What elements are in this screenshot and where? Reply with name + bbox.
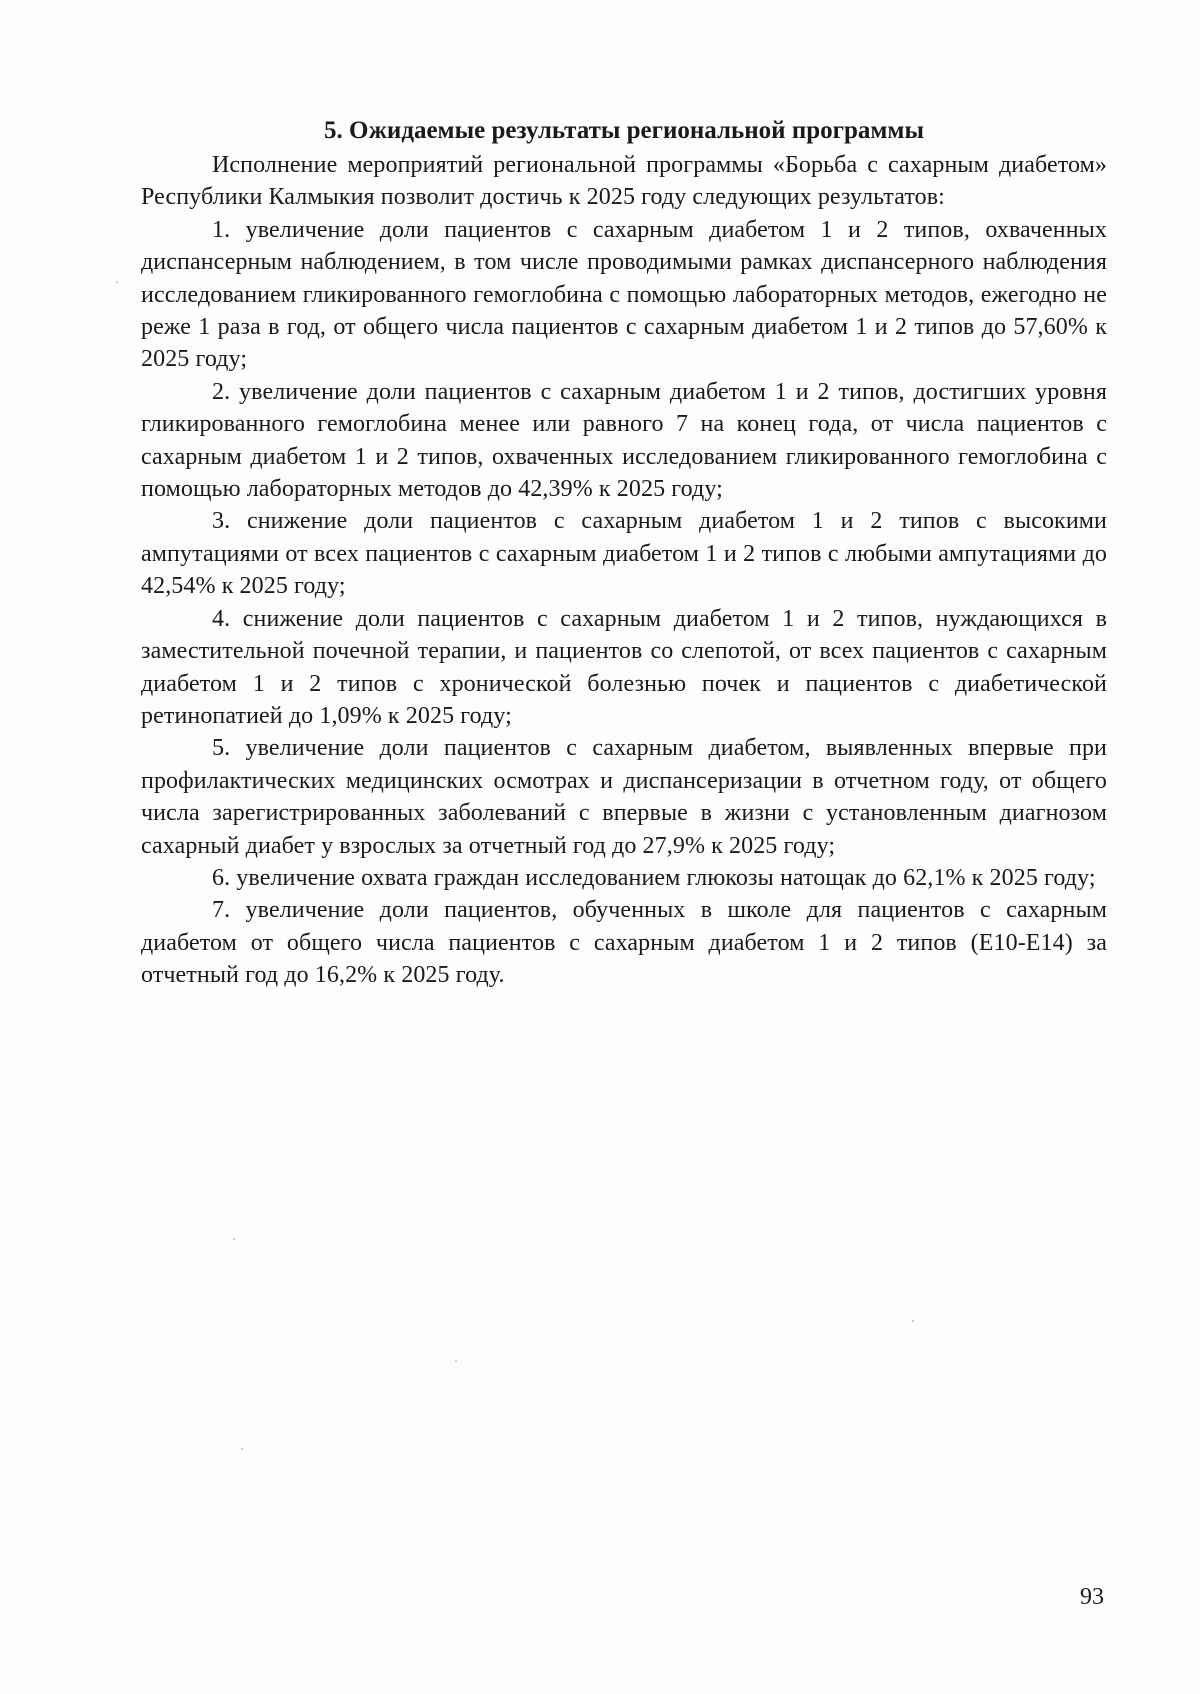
scan-speck — [912, 1320, 914, 1322]
page-number: 93 — [1080, 1584, 1104, 1610]
intro-paragraph: Исполнение мероприятий региональной программы «Борьба с сахарным диабетом» Республики Калмыкия позволит достичь к 2025 году следующих результатов: — [141, 152, 1107, 211]
result-item: 1. увеличение доли пациентов с сахарным диабетом 1 и 2 типов, охваченных диспансерным наблюдением, в том числе проводимыми рамках диспансерного наблюдения исследованием гликированного гемоглобина с помощью лабораторных методов, ежегодно не реже 1 раза в год, от общего числа пациентов с сахарным диабетом 1 и 2 типов до 57,60% к 2025 году; — [141, 216, 1107, 373]
result-item: 4. снижение доли пациентов с сахарным диабетом 1 и 2 типов, нуждающихся в заместительной почечной терапии, и пациентов со слепотой, от всех пациентов с сахарным диабетом 1 и 2 типов с хронической болезнью почек и пациентов с диабетической ретинопатией до 1,09% к 2025 году; — [141, 605, 1107, 729]
scan-speck — [233, 1238, 235, 1240]
scan-speck — [241, 1448, 243, 1450]
section-heading: 5. Ожидаемые результаты региональной программы — [324, 117, 924, 144]
result-item: 5. увеличение доли пациентов с сахарным диабетом, выявленных впервые при профилактических медицинских осмотрах и диспансеризации в отчетном году, от общего числа зарегистрированных заболеваний с впервые в жизни с установленным диагнозом сахарный диабет у взрослых за отчетный год до 27,9% к 2025 году; — [141, 735, 1107, 859]
result-item: 7. увеличение доли пациентов, обученных в школе для пациентов с сахарным диабетом от общего числа пациентов с сахарным диабетом 1 и 2 типов (Е10-Е14) за отчетный год до 16,2% к 2025 году. — [141, 897, 1107, 989]
result-item: 2. увеличение доли пациентов с сахарным диабетом 1 и 2 типов, достигших уровня гликированного гемоглобина менее или равного 7 на конец года, от числа пациентов с сахарным диабетом 1 и 2 типов, охваченных исследованием гликированного гемоглобина с помощью лабораторных методов до 42,39% к 2025 году; — [141, 378, 1107, 503]
result-item: 6. увеличение охвата граждан исследованием глюкозы натощак до 62,1% к 2025 году; — [212, 864, 1096, 891]
result-item: 3. снижение доли пациентов с сахарным диабетом 1 и 2 типов с высокими ампутациями от всех пациентов с сахарным диабетом 1 и 2 типов с любыми ампутациями до 42,54% к 2025 году; — [141, 508, 1107, 600]
scan-speck — [116, 281, 118, 283]
scan-speck — [455, 1360, 457, 1362]
document-body — [141, 115, 1107, 992]
